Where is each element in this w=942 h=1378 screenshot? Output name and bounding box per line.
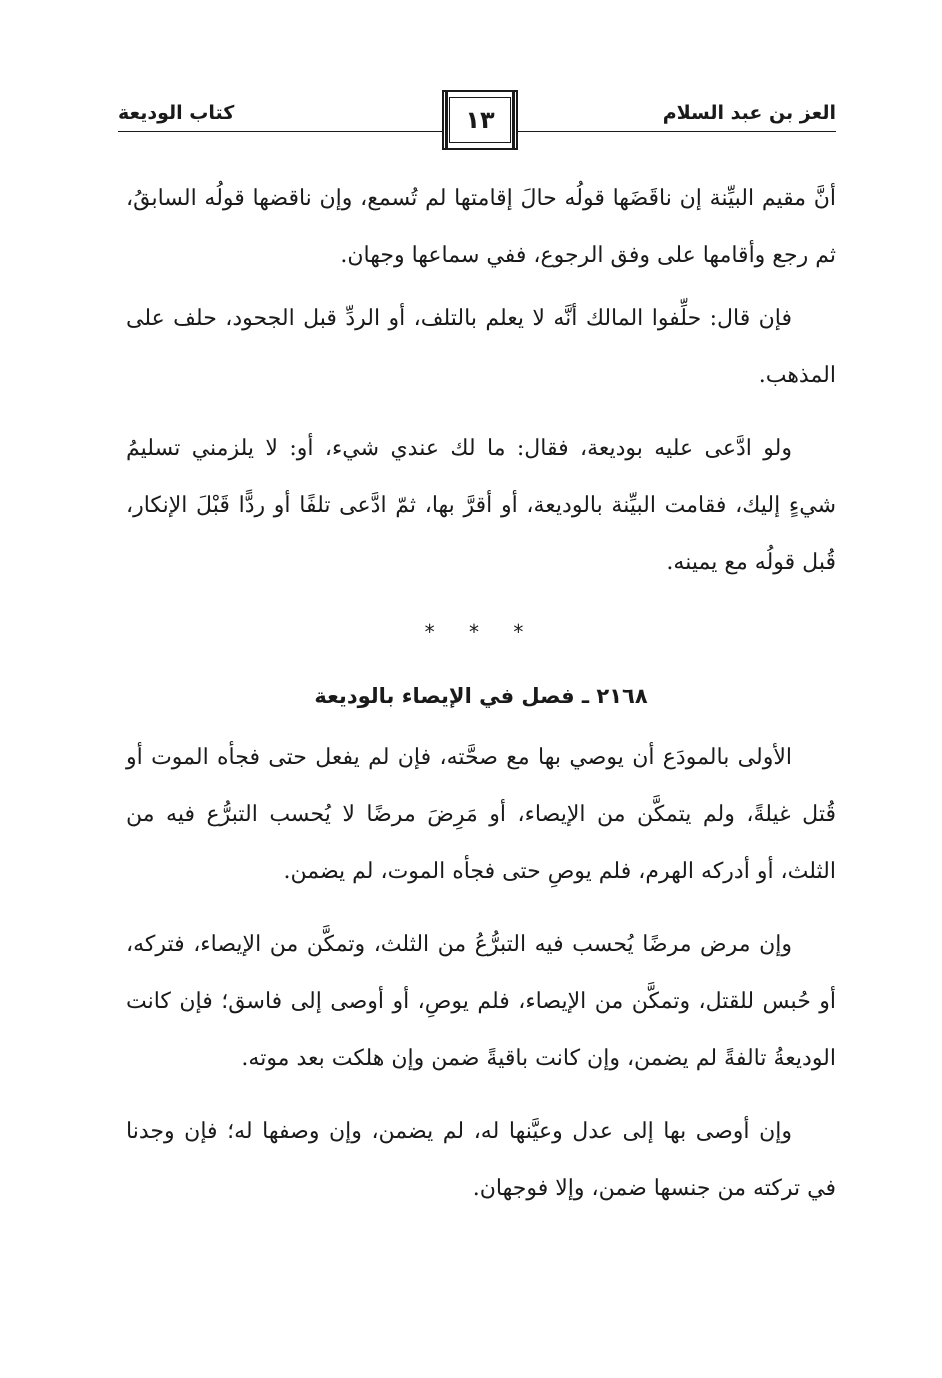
header-chapter: كتاب الوديعة <box>118 102 235 124</box>
page-number-frame <box>442 90 518 150</box>
section-heading: ٢١٦٨ ـ فصل في الإيصاء بالوديعة <box>314 684 648 708</box>
page-number: ١٣ <box>465 106 495 134</box>
header-author: العز بن عبد السلام <box>662 102 836 124</box>
paragraph-3: ولو ادَّعى عليه بوديعة، فقال: ما لك عندي شيء، أو: لا يلزمني تسليمُ شيءٍ إليك، فقامت البيِّنة بالوديعة، أو أقرَّ بها، ثمّ ادَّعى تلفًا أو ردًّا قَبْلَ الإنكار، قُبل قولُه مع يمينه. <box>126 436 836 575</box>
paragraph-2: فإن قال: حلِّفوا المالك أنَّه لا يعلم بالتلف، أو الردِّ قبل الجحود، حلف على المذهب. <box>126 306 836 388</box>
paragraph-4: الأولى بالمودَع أن يوصي بها مع صحَّته، فإن لم يفعل حتى فجأه الموت أو قُتل غيلةً، ولم يتمكَّن من الإيصاء، أو مَرِضَ مرضًا لا يُحسب التبرُّع فيه من الثلث، أو أدركه الهرم، فلم يوصِ حتى فجأه الموت، لم يضمن. <box>126 745 836 884</box>
page-body <box>126 170 836 1217</box>
paragraph-6: وإن أوصى بها إلى عدل وعيَّنها له، لم يضمن، وإن وصفها له؛ فإن وجدنا في تركته من جنسها ضمن، وإلا فوجهان. <box>126 1119 836 1201</box>
paragraph-5: وإن مرض مرضًا يُحسب فيه التبرُّعُ من الثلث، وتمكَّن من الإيصاء، فتركه، أو حُبس للقتل، وتمكَّن من الإيصاء، فلم يوصِ، أو أوصى إلى فاسق؛ فإن كانت الوديعةُ تالفةً لم يضمن، وإن كانت باقيةً ضمن وإن هلكت بعد موته. <box>126 932 836 1071</box>
paragraph-1: أنَّ مقيم البيِّنة إن ناقَضَها قولُه حالَ إقامتها لم تُسمع، وإن ناقضها قولُه السابقُ، ثم رجع وأقامها على وفق الرجوع، ففي سماعها وجهان. <box>126 186 836 268</box>
section-separator: * * * <box>424 620 538 644</box>
running-header <box>118 94 836 158</box>
